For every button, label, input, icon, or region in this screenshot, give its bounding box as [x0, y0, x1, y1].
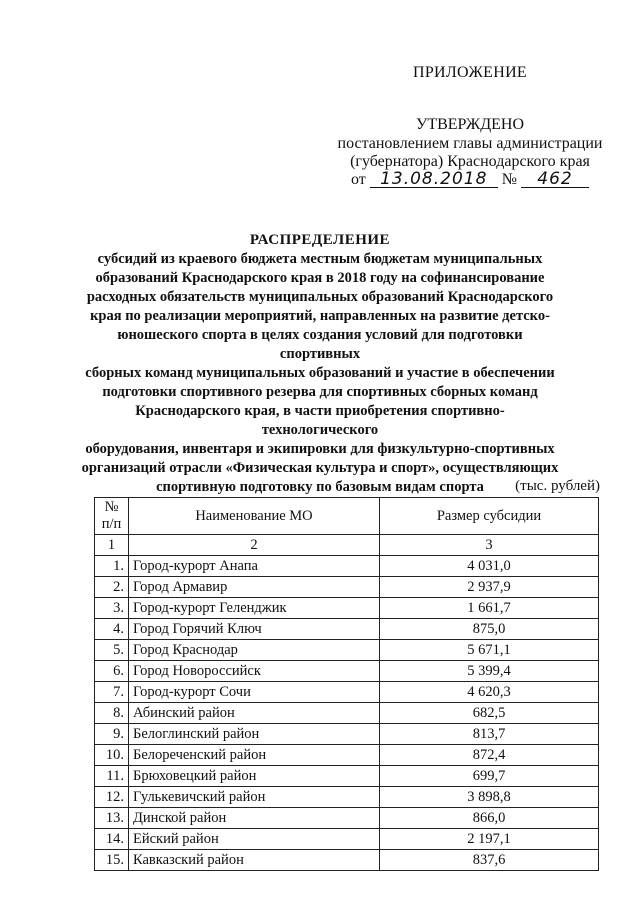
- row-number: 14.: [95, 829, 129, 850]
- header-sum: Размер субсидии: [380, 498, 599, 535]
- title-line: края по реализации мероприятий, направленных на развитие детско-: [90, 308, 550, 324]
- table-row: [95, 850, 599, 871]
- table-row: [95, 745, 599, 766]
- title-line: спортивную подготовку по базовым видам спорта: [156, 479, 484, 495]
- table-row: [95, 703, 599, 724]
- subsidy-amount: 875,0: [380, 619, 599, 640]
- decree-line-1: постановлением главы администрации: [337, 135, 603, 152]
- table-row: [95, 682, 599, 703]
- row-number: 8.: [95, 703, 129, 724]
- appendix-label: ПРИЛОЖЕНИЕ: [412, 64, 527, 81]
- title-line: оборудования, инвентаря и экипировки для физкультурно-спортивных: [85, 441, 555, 457]
- table-body: [95, 556, 599, 871]
- column-numbers-row: [95, 535, 599, 556]
- row-number: 15.: [95, 850, 129, 871]
- subsidy-amount: 2 937,9: [380, 577, 599, 598]
- subsidy-amount: 3 898,8: [380, 787, 599, 808]
- row-number: 2.: [95, 577, 129, 598]
- title-line: образований Краснодарского края в 2018 году на софинансирование: [95, 270, 545, 286]
- handwritten-number: 462: [521, 171, 589, 188]
- municipality-name: Белоглинский район: [129, 724, 380, 745]
- title-line: расходных обязательств муниципальных образований Краснодарского: [86, 289, 554, 305]
- title-line: субсидий из краевого бюджета местным бюджетам муниципальных: [97, 251, 543, 267]
- subsidy-table: [94, 497, 599, 871]
- subsidy-amount: 4 031,0: [380, 556, 599, 577]
- municipality-name: Город-курорт Сочи: [129, 682, 380, 703]
- table-row: [95, 787, 599, 808]
- header-num: № п/п: [95, 498, 129, 535]
- title-line: Краснодарского края, в части приобретения спортивно-технологического: [135, 403, 505, 438]
- row-number: 1.: [95, 556, 129, 577]
- table-header-row: [95, 498, 599, 535]
- row-number: 11.: [95, 766, 129, 787]
- row-number: 13.: [95, 808, 129, 829]
- subsidy-amount: 699,7: [380, 766, 599, 787]
- title-line: подготовки спортивного резерва для спортивных сборных команд: [102, 384, 538, 400]
- table-row: [95, 619, 599, 640]
- title-line: организаций отрасли «Физическая культура и спорт», осуществляющих: [81, 460, 559, 476]
- subsidy-amount: 4 620,3: [380, 682, 599, 703]
- title-line: сборных команд муниципальных образований и участие в обеспечении: [85, 365, 555, 381]
- table-row: [95, 577, 599, 598]
- from-label: от: [350, 171, 366, 188]
- municipality-name: Город Краснодар: [129, 640, 380, 661]
- municipality-name: Город Горячий Ключ: [129, 619, 380, 640]
- table-row: [95, 766, 599, 787]
- table-row: [95, 556, 599, 577]
- table-row: [95, 808, 599, 829]
- subsidy-amount: 1 661,7: [380, 598, 599, 619]
- municipality-name: Ейский район: [129, 829, 380, 850]
- approved-label: УТВЕРЖДЕНО: [415, 116, 524, 133]
- row-number: 5.: [95, 640, 129, 661]
- title-heading: РАСПРЕДЕЛЕНИЕ: [249, 232, 391, 248]
- municipality-name: Белореченский район: [129, 745, 380, 766]
- subsidy-amount: 866,0: [380, 808, 599, 829]
- subsidy-amount: 872,4: [380, 745, 599, 766]
- units-label: (тыс. рублей): [515, 478, 600, 494]
- row-number: 10.: [95, 745, 129, 766]
- municipality-name: Динской район: [129, 808, 380, 829]
- row-number: 9.: [95, 724, 129, 745]
- decree-line-2: (губернатора) Краснодарского края: [350, 153, 590, 170]
- table-row: [95, 598, 599, 619]
- table-row: [95, 724, 599, 745]
- subsidy-amount: 5 671,1: [380, 640, 599, 661]
- municipality-name: Город Новороссийск: [129, 661, 380, 682]
- row-number: 4.: [95, 619, 129, 640]
- document-title: [80, 231, 560, 497]
- col-number-1: 1: [95, 535, 129, 556]
- subsidy-amount: 682,5: [380, 703, 599, 724]
- col-number-2: 2: [129, 535, 380, 556]
- table-row: [95, 640, 599, 661]
- municipality-name: Кавказский район: [129, 850, 380, 871]
- row-number: 12.: [95, 787, 129, 808]
- municipality-name: Город-курорт Геленджик: [129, 598, 380, 619]
- number-label: №: [501, 171, 518, 188]
- table-row: [95, 661, 599, 682]
- subsidy-amount: 837,6: [380, 850, 599, 871]
- table-row: [95, 829, 599, 850]
- title-text: [80, 250, 560, 497]
- header-name: Наименование МО: [129, 498, 380, 535]
- subsidy-amount: 2 197,1: [380, 829, 599, 850]
- row-number: 6.: [95, 661, 129, 682]
- subsidy-amount: 813,7: [380, 724, 599, 745]
- subsidy-amount: 5 399,4: [380, 661, 599, 682]
- municipality-name: Город Армавир: [129, 577, 380, 598]
- handwritten-date: 13.08.2018: [370, 171, 498, 188]
- title-line: юношеского спорта в целях создания условий для подготовки спортивных: [117, 327, 523, 362]
- col-number-3: 3: [380, 535, 599, 556]
- municipality-name: Абинский район: [129, 703, 380, 724]
- date-number-line: [330, 171, 610, 189]
- row-number: 3.: [95, 598, 129, 619]
- row-number: 7.: [95, 682, 129, 703]
- municipality-name: Гулькевичский район: [129, 787, 380, 808]
- municipality-name: Город-курорт Анапа: [129, 556, 380, 577]
- municipality-name: Брюховецкий район: [129, 766, 380, 787]
